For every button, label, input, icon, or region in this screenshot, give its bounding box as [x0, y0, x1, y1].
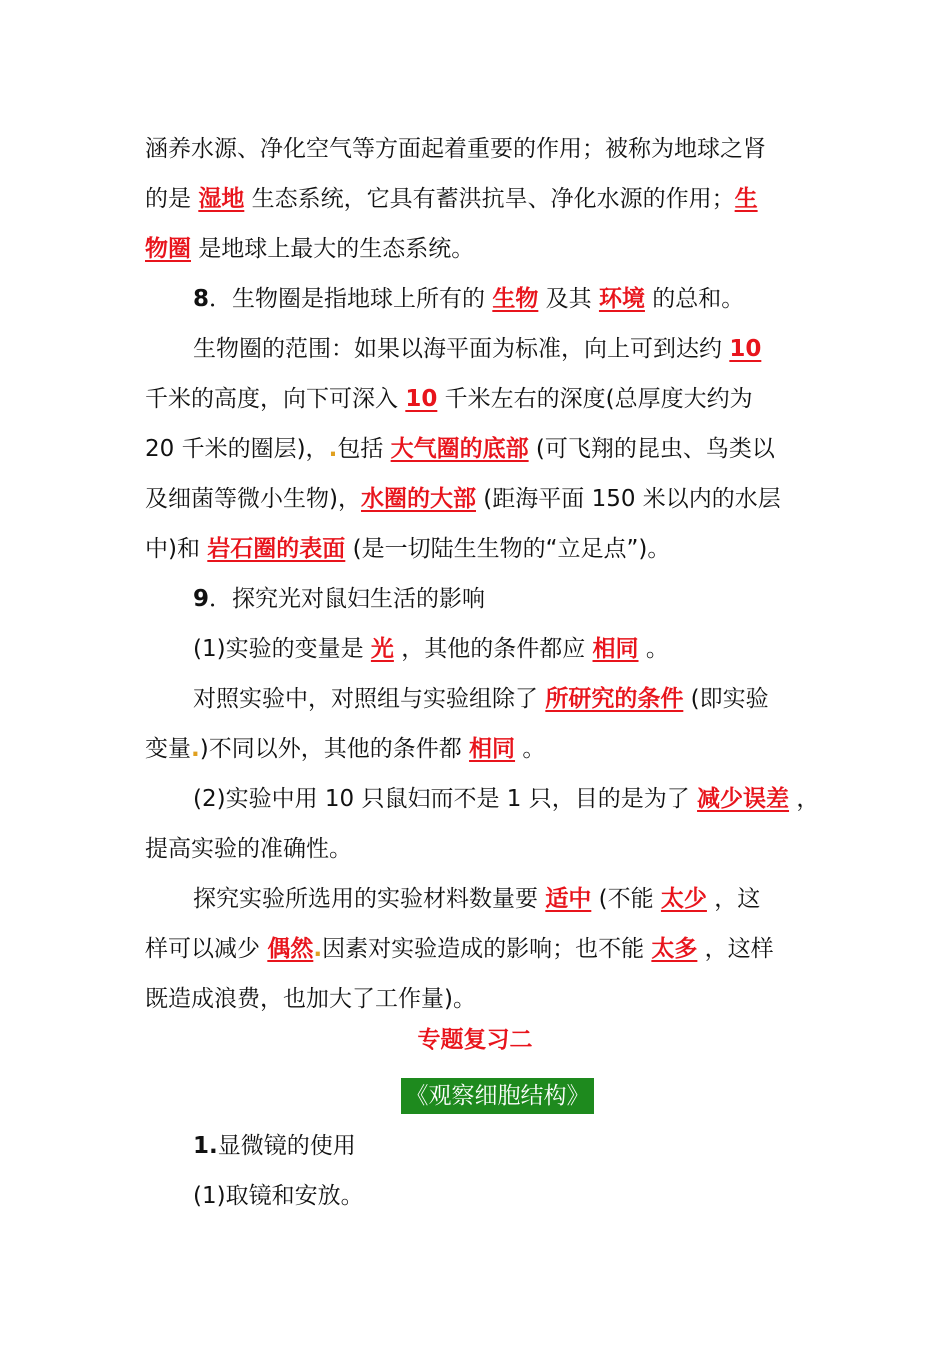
text-line: 1.显微镜的使用 [193, 1133, 356, 1159]
text-line: (2)实验中用 10 只鼠妇而不是 1 只，目的是为了 减少误差 ， [193, 786, 820, 812]
answer-wetland: 湿地 [198, 186, 245, 212]
emphasis-dot: . [328, 436, 338, 462]
answer-biosphere-part2: 物圈 [145, 236, 191, 262]
item-number: 9 [193, 586, 210, 612]
text-line: 中)和 岩石圈的表面 (是一切陆生生物的“立足点”)。 [145, 536, 671, 562]
topic-banner: 《观察细胞结构》 [401, 1078, 594, 1114]
text-line: 变量.)不同以外，其他的条件都 相同 。 [145, 736, 546, 762]
answer-studied-condition: 所研究的条件 [545, 686, 684, 712]
answer-light: 光 [370, 636, 394, 662]
text-line: 及细菌等微小生物)，水圈的大部 (距海平面 150 米以内的水层 [145, 486, 781, 512]
section-title: 专题复习二 [417, 1027, 533, 1053]
answer-10-down: 10 [405, 386, 438, 412]
answer-hydrosphere: 水圈的大部 [360, 486, 476, 512]
text-line: 对照实验中，对照组与实验组除了 所研究的条件 (即实验 [193, 686, 769, 712]
text-line: 千米的高度，向下可深入 10 千米左右的深度(总厚度大约为 [145, 386, 753, 412]
item-number: 1. [193, 1133, 218, 1159]
answer-moderate: 适中 [545, 886, 592, 912]
text-line: (1)取镜和安放。 [193, 1183, 364, 1209]
answer-chance: 偶然 [267, 936, 314, 962]
text-line: 20 千米的圈层)，.包括 大气圈的底部 (可飞翔的昆虫、鸟类以 [145, 436, 775, 462]
item-number: 8 [193, 286, 210, 312]
text-line: 既造成浪费，也加大了工作量)。 [145, 986, 476, 1012]
answer-biosphere-part1: 生 [734, 186, 758, 212]
answer-too-few: 太少 [660, 886, 707, 912]
text-line: 涵养水源、净化空气等方面起着重要的作用；被称为地球之肾 [145, 136, 766, 162]
text-line: (1)实验的变量是 光 ，其他的条件都应 相同 。 [193, 636, 669, 662]
text-line: 物圈 是地球上最大的生态系统。 [145, 236, 475, 262]
text-line: 8．生物圈是指地球上所有的 生物 及其 环境 的总和。 [193, 286, 745, 312]
emphasis-dot: . [191, 736, 200, 762]
answer-same-2: 相同 [469, 736, 516, 762]
text-line: 样可以减少 偶然.因素对实验造成的影响；也不能 太多 ，这样 [145, 936, 774, 962]
answer-environment: 环境 [598, 286, 645, 312]
text-line: 探究实验所选用的实验材料数量要 适中 (不能 太少 ，这 [193, 886, 761, 912]
text-line: 的是 湿地 生态系统，它具有蓄洪抗旱、净化水源的作用；生 [145, 186, 758, 212]
answer-organisms: 生物 [492, 286, 539, 312]
text-line: 生物圈的范围：如果以海平面为标准，向上可到达约 10 [193, 336, 762, 362]
answer-reduce-error: 减少误差 [697, 786, 790, 812]
answer-10-up: 10 [729, 336, 762, 362]
emphasis-dot: . [313, 936, 323, 962]
text-line: 9．探究光对鼠妇生活的影响 [193, 586, 486, 612]
answer-lithosphere-surface: 岩石圈的表面 [207, 536, 346, 562]
text-line: 提高实验的准确性。 [145, 836, 352, 862]
answer-same-1: 相同 [592, 636, 639, 662]
answer-atmosphere-bottom: 大气圈的底部 [390, 436, 529, 462]
answer-too-many: 太多 [651, 936, 698, 962]
